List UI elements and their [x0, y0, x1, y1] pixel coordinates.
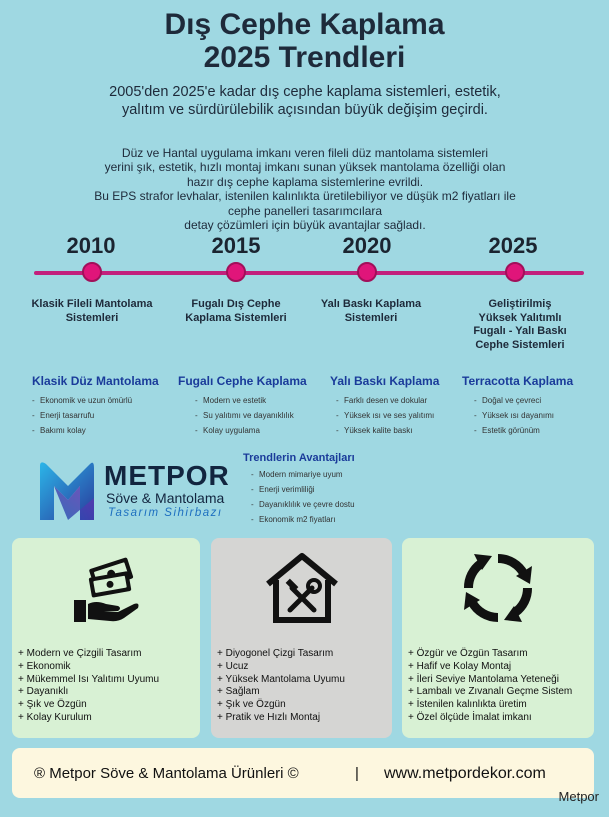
product-title: Terracotta Kaplama	[462, 374, 574, 388]
description-line: Bu EPS strafor levhalar, istenilen kalınlıkta üretilebiliyor ve düşük m2 fiyatları ile	[94, 189, 516, 204]
website-link[interactable]: www.metpordekor.com	[384, 765, 546, 782]
panel-item: + Mükemmel Isı Yalıtımı Uyumu	[18, 673, 160, 685]
description-line: yerini şık, estetik, hızlı montaj imkanı sunan yüksek mantolama özelliği olan	[104, 160, 506, 175]
panel-item: + Ucuz	[217, 660, 249, 672]
feature-panel-2	[211, 538, 392, 738]
advantage-item: - Dayanıklılık ve çevre dostu	[251, 497, 423, 512]
feature-item: - Bakımı kolay	[32, 423, 177, 438]
description-line: Düz ve Hantal uygulama imkanı veren fileli düz mantolama sistemleri	[121, 146, 489, 160]
feature-item: - Yüksek ısı dayanımı	[474, 408, 607, 423]
milestone-2025: Geliştirilmiş Yüksek Yalıtımlı Fugalı - Yalı Baskı Cephe Sistemleri	[473, 298, 567, 351]
milestone-2010: Klasik Fileli Mantolama Sistemleri	[31, 298, 153, 324]
title-line-2: 2025 Trendleri	[203, 41, 406, 74]
metpor-logo-icon	[36, 458, 98, 524]
panel-item: + Kolay Kurulum	[18, 711, 92, 723]
advantages-title: Trendlerin Avantajları	[243, 452, 355, 464]
advantage-item: - Ekonomik m2 fiyatları	[251, 512, 423, 527]
description-line: hazır dış cephe kaplama sistemlerine evrildi.	[186, 174, 424, 189]
feature-item: - Modern ve estetik	[195, 393, 323, 408]
product-yali	[330, 374, 475, 438]
panel-item: + Hafif ve Kolay Montaj	[408, 660, 512, 672]
recycle-arrows-icon	[458, 548, 538, 628]
timeline-dot	[357, 262, 377, 282]
product-title: Fugalı Cephe Kaplama	[178, 374, 307, 388]
panel-item: + Şık ve Özgün	[18, 699, 87, 711]
timeline-dot	[505, 262, 525, 282]
description-line: detay çözümleri için büyük avantajlar sağladı.	[184, 218, 426, 233]
timeline-line	[34, 271, 584, 275]
feature-item: - Farklı desen ve dokular	[336, 393, 475, 408]
product-klasik	[32, 374, 177, 438]
feature-panel-1	[12, 538, 200, 738]
year-2010: 2010	[66, 233, 116, 258]
watermark: Metpor	[558, 789, 599, 804]
year-2015: 2015	[211, 233, 261, 258]
intro-text: 2005'den 2025'e kadar dış cephe kaplama sistemleri, estetik, yalıtım ve sürdürülebilik açısından büyük değişim geçirdi.	[109, 84, 501, 118]
brand-name: METPOR	[104, 460, 230, 491]
panel-item: + Özgür ve Özgün Tasarım	[408, 648, 528, 659]
feature-item: - Estetik görünüm	[474, 423, 607, 438]
house-tools-icon	[262, 548, 342, 628]
brand-tagline: Tasarım Sihirbazı	[108, 507, 223, 519]
product-title: Klasik Düz Mantolama	[32, 374, 159, 388]
product-fugali	[178, 374, 323, 438]
feature-item: - Yüksek ısı ve ses yalıtımı	[336, 408, 475, 423]
title-line-1: Dış Cephe Kaplama	[164, 8, 445, 41]
panel-item: + İstenilen kalınlıkta üretim	[408, 699, 527, 711]
timeline-dot	[82, 262, 102, 282]
panel-item: + Dayanıklı	[18, 686, 69, 698]
product-terracotta	[462, 374, 607, 438]
year-2025: 2025	[488, 233, 538, 258]
panel-item: + Pratik ve Hızlı Montaj	[217, 711, 321, 723]
advantage-item: - Enerji verimliliği	[251, 482, 423, 497]
description	[60, 146, 550, 232]
footer	[12, 748, 594, 798]
feature-item: - Su yalıtımı ve dayanıklılık	[195, 408, 323, 423]
milestone-2015: Fugalı Dış Cephe Kaplama Sistemleri	[185, 298, 287, 324]
advantage-item: - Modern mimariye uyum	[251, 467, 423, 482]
panel-item: + İleri Seviye Mantolama Yeteneği	[408, 673, 559, 685]
description-line: cephe panelleri tasarımcılara	[227, 203, 383, 218]
panel-item: + Ekonomik	[18, 660, 71, 672]
brand-logo	[36, 458, 236, 524]
panel-item: + Şık ve Özgün	[217, 699, 286, 711]
year-2020: 2020	[342, 233, 392, 258]
panel-item: + Lambalı ve Zıvanalı Geçme Sistem	[408, 686, 573, 698]
panel-item: + Yüksek Mantolama Uyumu	[217, 673, 345, 685]
panel-item: + Özel ölçüde İmalat imkanı	[408, 711, 532, 723]
panel-item: + Diyogonel Çizgi Tasarım	[217, 648, 334, 659]
feature-item: - Ekonomik ve uzun ömürlü	[32, 393, 177, 408]
feature-panel-3	[402, 538, 594, 738]
panel-item: + Modern ve Çizgili Tasarım	[18, 648, 142, 659]
money-hand-icon	[66, 548, 146, 628]
page-title	[0, 8, 609, 74]
feature-item: - Doğal ve çevreci	[474, 393, 607, 408]
feature-item: - Yüksek kalite baskı	[336, 423, 475, 438]
brand-sub: Söve & Mantolama	[106, 490, 225, 506]
feature-item: - Enerji tasarrufu	[32, 408, 177, 423]
timeline-dot	[226, 262, 246, 282]
advantages-section	[243, 452, 423, 527]
panel-item: + Sağlam	[217, 686, 260, 698]
copyright-text: ® Metpor Söve & Mantolama Ürünleri ©	[34, 765, 299, 782]
milestone-2020: Yalı Baskı Kaplama Sistemleri	[320, 298, 422, 324]
footer-separator: |	[355, 765, 359, 782]
product-title: Yalı Baskı Kaplama	[330, 374, 440, 388]
feature-item: - Kolay uygulama	[195, 423, 323, 438]
